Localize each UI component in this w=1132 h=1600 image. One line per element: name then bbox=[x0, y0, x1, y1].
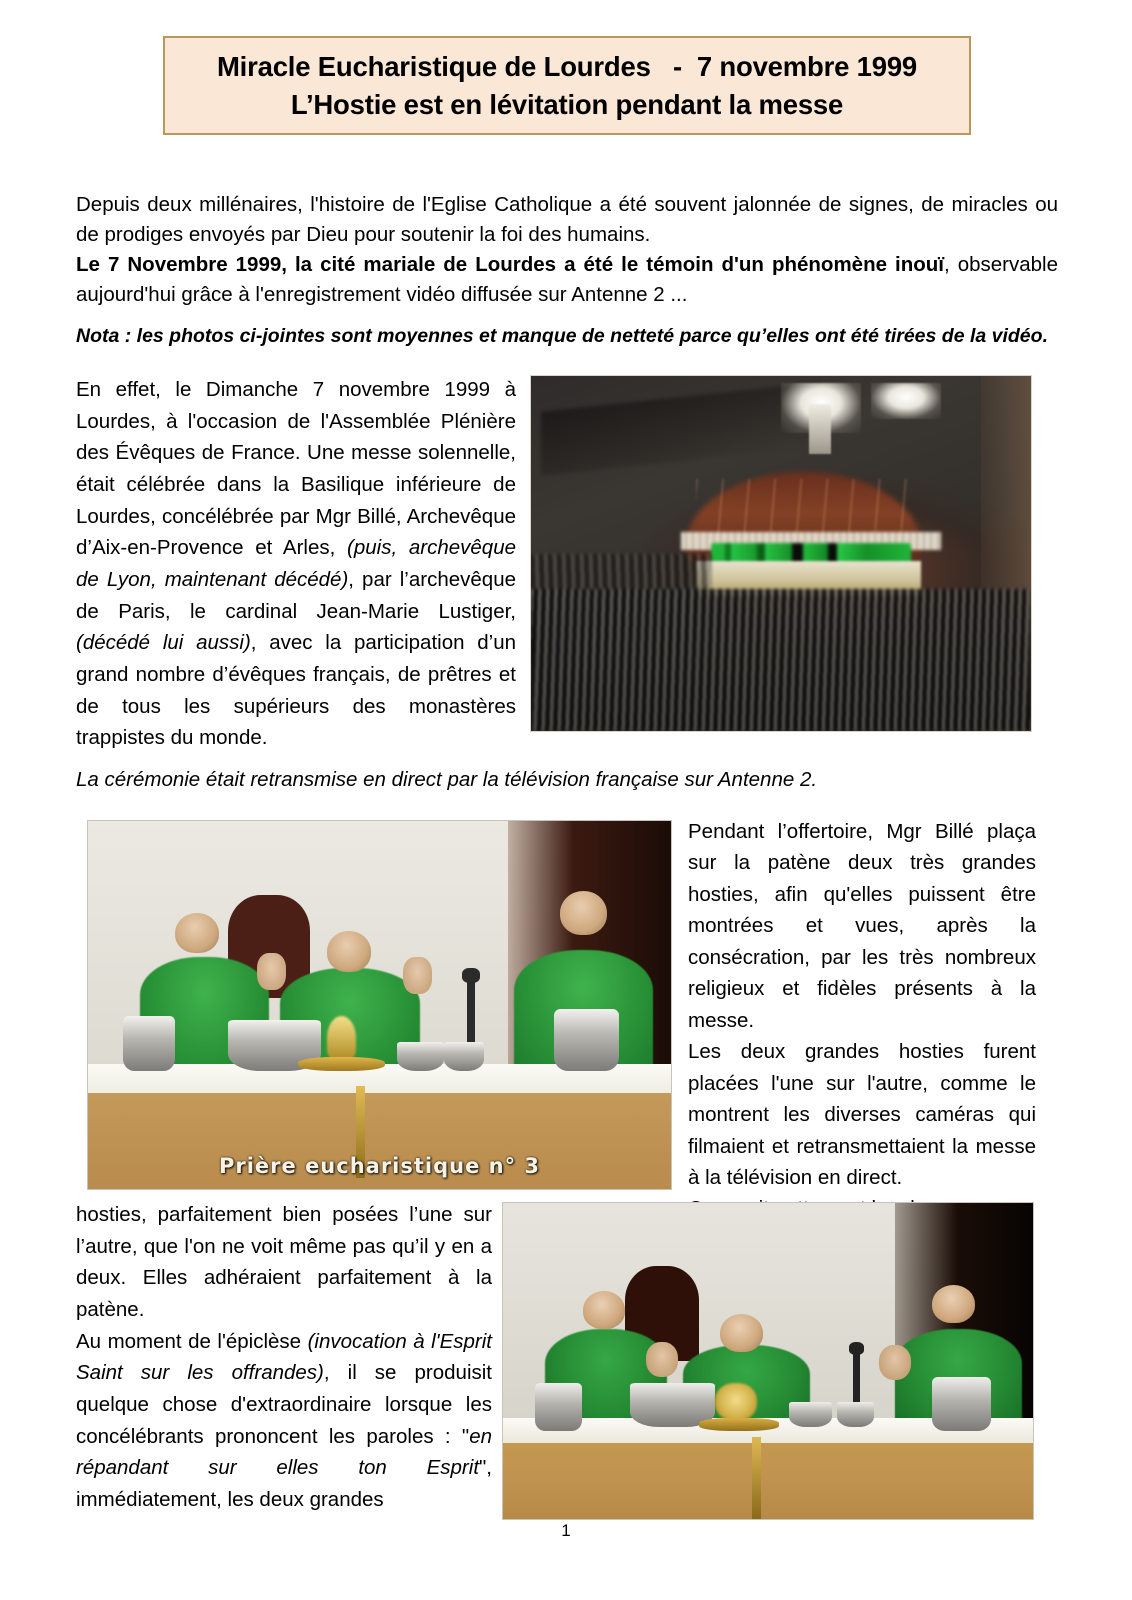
photo3-microphone-head bbox=[849, 1342, 865, 1355]
left-col2-text-d: ", immédiatement, les deux grandes bbox=[76, 1456, 492, 1512]
photo2-pitcher-left bbox=[123, 1016, 175, 1071]
left-col2-italic-1: (invocation à l'Esprit Saint sur les offrandes) bbox=[76, 1329, 492, 1385]
left-col2-italic-2: en répandant sur elles ton Esprit bbox=[76, 1424, 492, 1480]
photo3-pitcher-right bbox=[932, 1377, 990, 1431]
photo-celebrants-altar bbox=[87, 820, 672, 1190]
photo3-celebrant-left-hand bbox=[646, 1342, 678, 1377]
tv-broadcast-caption: La cérémonie était retransmise en direct par la télévision française sur Antenne 2. bbox=[76, 768, 818, 791]
photo-basilica-aerial bbox=[530, 375, 1032, 732]
left-column-paragraph-1 bbox=[76, 374, 516, 754]
photo2-paten bbox=[298, 1057, 385, 1072]
nota-line: Nota : les photos ci-jointes sont moyennes et manque de netteté parce qu’elles ont été tirées de la vidéo. bbox=[76, 325, 1048, 347]
photo2-tv-subtitle: Prière eucharistique n° 3 bbox=[218, 1153, 541, 1178]
intro-paragraph-2-rest: , observable aujourd'hui grâce à l'enregistrement vidéo diffusée sur Antenne 2 ... bbox=[76, 253, 1059, 307]
photo3-celebrant-right-hand bbox=[879, 1345, 911, 1380]
left-column-paragraph-2 bbox=[76, 1199, 492, 1516]
document-title-banner bbox=[163, 36, 971, 135]
intro-bold-sentence: Le 7 Novembre 1999, la cité mariale de Lourdes a été le témoin d'un phénomène inouï bbox=[76, 253, 944, 277]
photo3-vessel-center-b bbox=[837, 1402, 874, 1427]
photo3-processional-cross bbox=[752, 1437, 760, 1519]
intro-paragraph-1: Depuis deux millénaires, l'histoire de l'Eglise Catholique a été souvent jalonnée de signes, de miracles ou de prodiges envoyés par Dieu pour soutenir la foi des humains. bbox=[76, 193, 1058, 247]
left-col1-text-b: , par l’archevêque de Paris, le cardinal Jean-Marie Lustiger, bbox=[76, 568, 516, 623]
photo3-altar-front bbox=[503, 1443, 1033, 1519]
photo2-chalice-glow bbox=[327, 1016, 356, 1060]
photo2-pitcher-right bbox=[554, 1009, 618, 1072]
left-col1-italic-2: (décédé lui aussi) bbox=[76, 631, 251, 655]
photo2-vessel-center-a bbox=[397, 1042, 444, 1071]
right-col-paragraph-2: Les deux grandes hosties furent placées l'une sur l'autre, comme le montrent les diverses caméras qui filmaient et retransmettaient la messe à la télévision en direct. bbox=[688, 1040, 1036, 1189]
photo3-vessel-center-a bbox=[789, 1402, 831, 1427]
photo-epiclesis-moment bbox=[502, 1202, 1034, 1520]
photo3-celebrant-center-head bbox=[720, 1314, 762, 1352]
left-col2-text-a: hosties, parfaitement bien posées l’une sur l’autre, que l'on ne voit même pas qu’il y en a deux. Elles adhéraient parfaitement à la patène. bbox=[76, 1203, 492, 1322]
photo2-vessel-center-b bbox=[444, 1042, 485, 1071]
photo2-celebrant-center-head bbox=[327, 931, 371, 971]
left-col1-italic-1: (puis, archevêque de Lyon, maintenant décédé) bbox=[76, 536, 516, 592]
photo3-celebrant-left-head bbox=[583, 1291, 625, 1329]
photo2-celebrant-left-head bbox=[175, 913, 219, 953]
photo2-celebrant-right-head bbox=[560, 891, 607, 935]
photo3-paten bbox=[699, 1418, 779, 1431]
page-number: 1 bbox=[561, 1521, 571, 1540]
right-column-paragraph-block bbox=[688, 816, 1036, 1225]
right-col-paragraph-1: Pendant l’offertoire, Mgr Billé plaça sur la patène deux très grandes hosties, afin qu'elles puissent être montrées et vues, après la consécration, par les très nombreux religieux et fidèles présents à la messe. bbox=[688, 820, 1036, 1032]
intro-paragraph-block bbox=[76, 190, 1058, 311]
photo2-microphone-head bbox=[462, 968, 479, 983]
title-line-1: Miracle Eucharistique de Lourdes - 7 novembre 1999 bbox=[216, 50, 918, 82]
left-col1-text-a: En effet, le Dimanche 7 novembre 1999 à Lourdes, à l'occasion de l'Assemblée Plénière des Évêques de France. Une messe solennelle, était célébrée dans la Basilique inférieure de Lourdes, concélébrée par Mgr Billé, Archevêque d’Aix-en-Provence et Arles, bbox=[76, 378, 516, 560]
left-col2-text-b: Au moment de l'épiclèse bbox=[76, 1329, 308, 1353]
photo1-chandelier-right bbox=[871, 383, 941, 419]
photo2-celebrant-center-hand bbox=[403, 957, 432, 994]
photo3-pitcher-left bbox=[535, 1383, 583, 1430]
left-col2-text-c: , il se produisit quelque chose d'extraordinaire lorsque les concélébrants prononcent les paroles : " bbox=[76, 1361, 493, 1448]
left-col1-text-c: , avec la participation d’un grand nombre d’évêques français, de prêtres et de tous les supérieurs des monastères trappistes du monde. bbox=[76, 631, 517, 750]
photo1-congregation bbox=[531, 589, 1031, 731]
photo2-celebrant-left-hand bbox=[257, 953, 286, 990]
photo3-levitating-host bbox=[715, 1383, 757, 1421]
photo1-chandelier-column bbox=[809, 404, 832, 454]
photo3-celebrant-right-head bbox=[932, 1285, 974, 1323]
title-line-2: L’Hostie est en lévitation pendant la messe bbox=[290, 88, 844, 120]
